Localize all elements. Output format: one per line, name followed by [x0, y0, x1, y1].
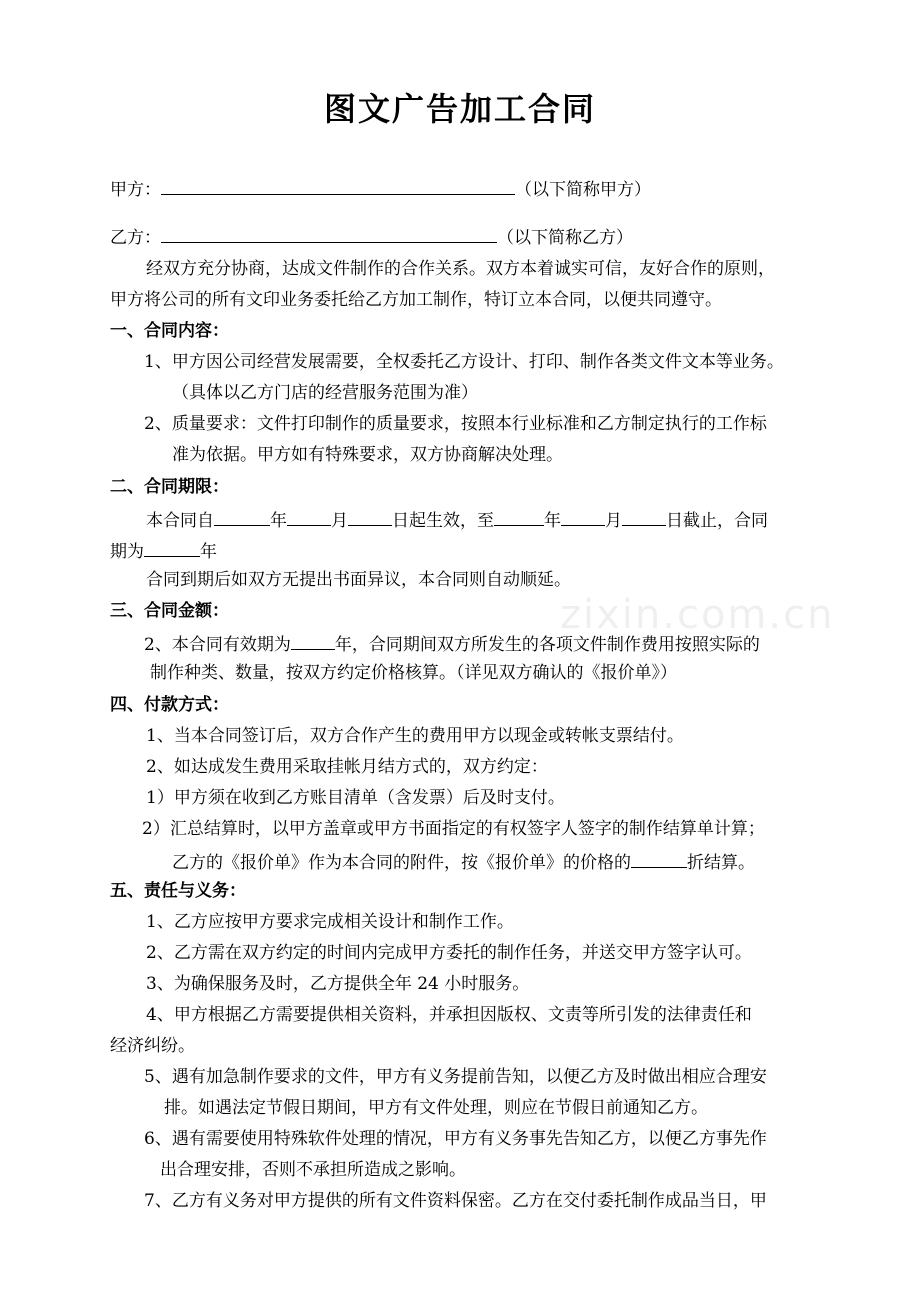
- s5-item-2: 2、乙方需在双方约定的时间内完成甲方委托的制作任务，并送交甲方签字认可。: [146, 943, 752, 963]
- start-year-blank: [214, 507, 270, 526]
- contract-years-blank: [291, 631, 335, 650]
- s4-item-3: 1）甲方须在收到乙方账目清单（含发票）后及时支付。: [146, 788, 565, 808]
- section-3-heading: 三、合同金额：: [110, 601, 229, 621]
- s1-item-2-line-1: 2、质量要求：文件打印制作的质量要求，按照本行业标准和乙方制定执行的工作标: [144, 414, 767, 434]
- intro-line-1: 经双方充分协商，达成文件制作的合作关系。双方本着诚实可信，友好合作的原则，: [146, 259, 775, 279]
- discount-blank: [631, 849, 687, 868]
- s2-day-start-label: 日起生效，至: [392, 511, 494, 531]
- party-a-label: 甲方：: [110, 180, 161, 200]
- s4-item-2: 2、如达成发生费用采取挂帐月结方式的，双方约定：: [146, 757, 548, 777]
- intro-line-2: 甲方将公司的所有文印业务委托给乙方加工制作，特订立本合同，以便共同遵守。: [110, 290, 722, 310]
- s5-item-5-line-1: 5、遇有加急制作要求的文件，甲方有义务提前告知，以便乙方及时做出相应合理安: [144, 1067, 767, 1087]
- s2-term-line-1: [146, 507, 768, 532]
- section-5-heading: 五、责任与义务：: [110, 881, 246, 901]
- start-day-blank: [348, 507, 392, 526]
- s1-item-1-line-2: （具体以乙方门店的经营服务范围为准）: [172, 383, 478, 403]
- section-4-heading: 四、付款方式：: [110, 695, 229, 715]
- party-b-label: 乙方：: [110, 228, 161, 248]
- party-a-line: [110, 176, 651, 201]
- s5-item-6-line-1: 6、遇有需要使用特殊软件处理的情况，甲方有义务事先告知乙方，以便乙方事先作: [144, 1129, 767, 1149]
- s5-item-5-line-2: 排。如遇法定节假日期间，甲方有文件处理，则应在节假日前通知乙方。: [164, 1098, 708, 1118]
- s5-item-6-line-2: 出合理安排，否则不承担所造成之影响。: [160, 1160, 466, 1180]
- party-a-blank: [161, 176, 515, 195]
- section-2-heading: 二、合同期限：: [110, 477, 229, 497]
- s5-item-7-line-1: 7、乙方有义务对甲方提供的所有文件资料保密。乙方在交付委托制作成品当日，甲: [144, 1191, 767, 1211]
- s4-item-5-start: 乙方的《报价单》作为本合同的附件，按《报价单》的价格的: [172, 853, 631, 873]
- s5-item-4-line-2: 经济纠纷。: [110, 1036, 195, 1056]
- s2-month-label-1: 月: [331, 511, 348, 531]
- party-b-line: [110, 224, 633, 249]
- s2-period-year: 年: [200, 542, 217, 562]
- s4-item-5: [172, 849, 755, 874]
- party-a-suffix: （以下简称甲方）: [515, 180, 651, 200]
- end-day-blank: [622, 507, 666, 526]
- s2-term-line-2: [110, 538, 217, 563]
- s4-item-1: 1、当本合同签订后，双方合作产生的费用甲方以现金或转帐支票结付。: [146, 726, 684, 746]
- s3-item-end: 年，合同期间双方所发生的各项文件制作费用按照实际的: [334, 635, 760, 655]
- s2-month-label-2: 月: [605, 511, 622, 531]
- document-title: 图文广告加工合同: [323, 90, 596, 128]
- s2-auto-renew: 合同到期后如双方无提出书面异议，本合同则自动顺延。: [146, 570, 571, 590]
- s1-item-1-line-1: 1、甲方因公司经营发展需要，全权委托乙方设计、打印、制作各类文件文本等业务。: [144, 352, 784, 372]
- s5-item-4-line-1: 4、甲方根据乙方需要提供相关资料，并承担因版权、文责等所引发的法律责任和: [146, 1005, 752, 1025]
- s4-item-5-end: 折结算。: [687, 853, 755, 873]
- s2-period-label: 期为: [110, 542, 144, 562]
- s5-item-1: 1、乙方应按甲方要求完成相关设计和制作工作。: [146, 912, 514, 932]
- s3-item-line-2: 制作种类、数量，按双方约定价格核算。（详见双方确认的《报价单》）: [150, 663, 677, 683]
- party-b-suffix: （以下简称乙方）: [497, 228, 633, 248]
- section-1-heading: 一、合同内容：: [110, 321, 229, 341]
- period-years-blank: [144, 538, 200, 557]
- end-year-blank: [494, 507, 544, 526]
- s1-item-2-line-2: 准为依据。甲方如有特殊要求，双方协商解决处理。: [172, 445, 563, 465]
- s5-item-3: 3、为确保服务及时，乙方提供全年 24 小时服务。: [146, 974, 530, 994]
- s2-term-start: 本合同自: [146, 511, 214, 531]
- s2-day-end-label: 日截止，合同: [666, 511, 768, 531]
- s2-year-label-2: 年: [544, 511, 561, 531]
- end-month-blank: [561, 507, 605, 526]
- s2-year-label-1: 年: [270, 511, 287, 531]
- party-b-blank: [161, 224, 497, 243]
- start-month-blank: [287, 507, 331, 526]
- watermark: zixin.com.cn: [560, 592, 835, 638]
- s4-item-4: 2）汇总结算时，以甲方盖章或甲方书面指定的有权签字人签字的制作结算单计算；: [142, 819, 765, 839]
- s3-item-start: 2、本合同有效期为: [144, 635, 291, 655]
